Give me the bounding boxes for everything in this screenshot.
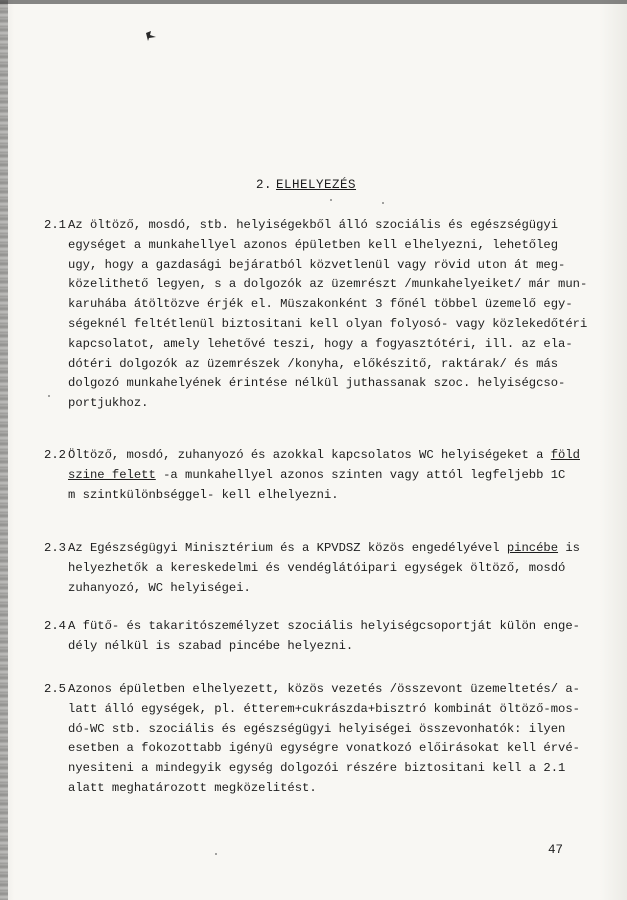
paragraph-2-4 <box>44 617 592 657</box>
text-line: esetben a fokozottabb igényü egységre vonatkozó előirásokat kell érvé- <box>68 741 580 756</box>
binding-edge <box>0 0 8 900</box>
text-line <box>68 539 592 559</box>
text-fragment: is <box>558 541 580 555</box>
heading-number: 2. <box>256 178 273 192</box>
underlined-text: szine felett <box>68 467 156 482</box>
text-line: ugy, hogy a gazdasági bejáratból közvetlenül vagy rövid uton át meg- <box>68 257 566 272</box>
heading-title: ELHELYEZÉS <box>276 178 357 192</box>
text-line: dó-WC stb. szociális és egészségügyi helyiségei összevonhatók: ilyen <box>68 721 566 736</box>
paragraph-number: 2.5 <box>44 682 66 696</box>
speck <box>330 199 332 201</box>
text-line: kapcsolatot, amely lehetővé teszi, hogy a fogyasztótéri, ill. az ela- <box>68 336 573 351</box>
ink-smudge-mark <box>144 30 158 42</box>
paragraph-2-2 <box>44 446 592 505</box>
paragraph-number: 2.2 <box>44 448 66 462</box>
paragraph-number: 2.1 <box>44 218 66 232</box>
text-fragment: Az Egészségügyi Minisztérium és a KPVDSZ közös engedélyével <box>68 541 507 555</box>
paragraph-2-1 <box>44 216 592 414</box>
text-line: egységet a munkahellyel azonos épületben kell elhelyezni, lehetőleg <box>68 237 559 252</box>
text-line: alatt meghatározott megközelitést. <box>68 780 317 795</box>
text-fragment: Öltöző, mosdó, zuhanyozó és azokkal kapcsolatos WC helyiségeket a <box>68 448 551 462</box>
paragraph-number: 2.3 <box>44 541 66 555</box>
text-line: A fütő- és takaritószemélyzet szociális helyiségcsoportját külön enge- <box>68 619 580 633</box>
speck <box>215 853 217 855</box>
text-fragment: -a munkahellyel azonos szinten vagy attól legfeljebb 1C <box>155 467 566 482</box>
text-line: m szintkülönbséggel- kell elhelyezni. <box>68 487 339 502</box>
text-line <box>68 446 592 466</box>
text-line: latt álló egységek, pl. étterem+cukrászda+bisztró kombinát öltöző-mos- <box>68 701 580 716</box>
paragraph-number: 2.4 <box>44 619 66 633</box>
text-line: dótéri dolgozók az üzemrészek /konyha, előkészitő, raktárak/ és más <box>68 356 559 371</box>
text-line: portjukhoz. <box>68 396 149 411</box>
text-line <box>68 466 592 486</box>
underlined-text: pincébe <box>506 541 559 555</box>
text-line: ségeknél feltétlenül biztositani kell olyan folyosó- vagy közlekedőtéri <box>68 316 588 331</box>
text-line: Azonos épületben elhelyezett, közös vezetés /összevont üzemeltetés/ a- <box>68 682 580 696</box>
top-edge-shadow <box>0 0 627 4</box>
text-line: közelithető legyen, s a dolgozók az üzemrészt /munkahelyeiket/ már mun- <box>68 277 588 292</box>
paragraph-2-5 <box>44 680 592 799</box>
speck <box>382 202 384 204</box>
text-line: karuhába átöltözve érjék el. Müszakonként 3 főnél többel üzemelő egy- <box>68 297 573 312</box>
page-number: 47 <box>548 843 564 857</box>
paragraph-2-3 <box>44 539 592 598</box>
text-line: dély nélkül is szabad pincébe helyezni. <box>68 638 354 653</box>
text-line: Az öltöző, mosdó, stb. helyiségekből álló szociális és egészségügyi <box>68 218 559 232</box>
text-line: helyezhetők a kereskedelmi és vendéglátóipari egységek öltöző, mosdó <box>68 560 566 575</box>
text-line: zuhanyozó, WC helyiségei. <box>68 580 251 595</box>
section-heading <box>256 178 356 192</box>
underlined-text: föld <box>550 448 580 462</box>
text-line: nyesiteni a mindegyik egység dolgozói részére biztositani kell a 2.1 <box>68 761 566 776</box>
text-line: dolgozó munkahelyének érintése nélkül juthassanak szoc. helyiségcso- <box>68 376 566 391</box>
